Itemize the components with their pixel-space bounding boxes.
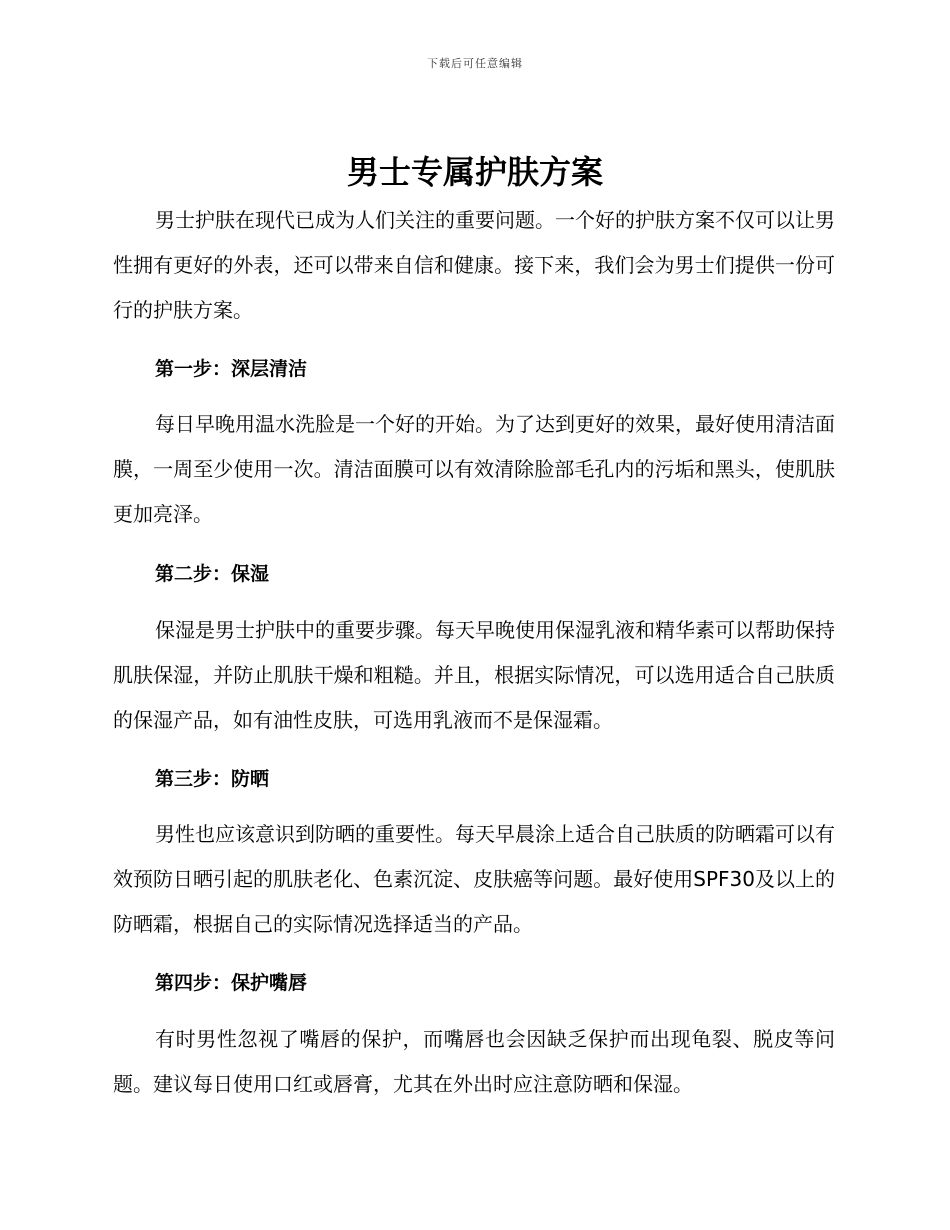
intro-paragraph: 男士护肤在现代已成为人们关注的重要问题。一个好的护肤方案不仅可以让男性拥有更好的外表，还可以带来自信和健康。接下来，我们会为男士们提供一份可行的护肤方案。 [113,208,835,322]
step-2-paragraph: 保湿是男士护肤中的重要步骤。每天早晚使用保湿乳液和精华素可以帮助保持肌肤保湿，并防止肌肤干燥和粗糙。并且，根据实际情况，可以选用适合自己肤质的保湿产品，如有油性皮肤，可选用乳液而不是保湿霜。 [113,618,835,732]
step-2-heading: 第二步：保湿 [155,563,270,585]
header-note: 下载后可任意编辑 [427,57,523,70]
step-1-paragraph: 每日早晚用温水洗脸是一个好的开始。为了达到更好的效果，最好使用清洁面膜，一周至少使用一次。清洁面膜可以有效清除脸部毛孔内的污垢和黑头，使肌肤更加亮泽。 [113,412,835,526]
step-4-heading: 第四步：保护嘴唇 [155,972,308,994]
step-3-heading: 第三步：防晒 [155,768,270,790]
step-3-paragraph: 男性也应该意识到防晒的重要性。每天早晨涂上适合自己肤质的防晒霜可以有效预防日晒引起的肌肤老化、色素沉淀、皮肤癌等问题。最好使用SPF30及以上的防晒霜，根据自己的实际情况选择适当的产品。 [113,822,835,936]
step-4-paragraph: 有时男性忽视了嘴唇的保护，而嘴唇也会因缺乏保护而出现龟裂、脱皮等问题。建议每日使用口红或唇膏，尤其在外出时应注意防晒和保湿。 [113,1027,835,1096]
page-title: 男士专属护肤方案 [346,153,603,191]
step-1-heading: 第一步：深层清洁 [155,358,308,380]
